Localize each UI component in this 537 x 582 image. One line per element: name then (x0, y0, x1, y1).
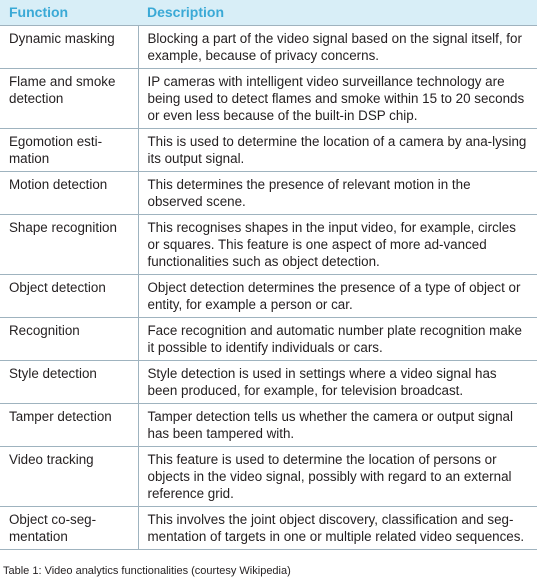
function-cell: Flame and smoke detection (0, 69, 138, 129)
function-cell: Motion detection (0, 172, 138, 215)
description-cell: This feature is used to determine the location of persons or objects in the video signal, possibly with regard to an external reference grid. (138, 447, 537, 507)
function-cell: Dynamic masking (0, 26, 138, 69)
table-row (0, 215, 537, 275)
function-cell: Object co-seg-mentation (0, 507, 138, 550)
function-cell: Style detection (0, 361, 138, 404)
table-row (0, 26, 537, 69)
table-body (0, 26, 537, 550)
table-row (0, 361, 537, 404)
table-row (0, 129, 537, 172)
table-row (0, 69, 537, 129)
description-cell: Tamper detection tells us whether the camera or output signal has been tampered with. (138, 404, 537, 447)
description-cell: This determines the presence of relevant motion in the observed scene. (138, 172, 537, 215)
description-cell: Face recognition and automatic number plate recognition make it possible to identify individuals or cars. (138, 318, 537, 361)
function-cell: Recognition (0, 318, 138, 361)
description-cell: This is used to determine the location of a camera by ana-lysing its output signal. (138, 129, 537, 172)
table-row (0, 507, 537, 550)
description-cell: Blocking a part of the video signal based on the signal itself, for example, because of privacy concerns. (138, 26, 537, 69)
table-header (0, 0, 537, 26)
function-cell: Video tracking (0, 447, 138, 507)
table-caption: Table 1: Video analytics functionalities (courtesy Wikipedia) (3, 565, 291, 577)
table-row (0, 318, 537, 361)
description-cell: Object detection determines the presence of a type of object or entity, for example a person or car. (138, 275, 537, 318)
table-row (0, 404, 537, 447)
table-row (0, 275, 537, 318)
description-cell: This involves the joint object discovery, classification and seg-mentation of targets in one or multiple related video sequences. (138, 507, 537, 550)
description-cell: Style detection is used in settings where a video signal has been produced, for example, for television broadcast. (138, 361, 537, 404)
function-cell: Object detection (0, 275, 138, 318)
header-description: Description (138, 0, 537, 26)
header-row (0, 0, 537, 26)
function-cell: Shape recognition (0, 215, 138, 275)
description-cell: IP cameras with intelligent video surveillance technology are being used to detect flames and smoke within 15 to 20 seconds or even less because of the built-in DSP chip. (138, 69, 537, 129)
table-row (0, 172, 537, 215)
function-cell: Egomotion esti-mation (0, 129, 138, 172)
function-cell: Tamper detection (0, 404, 138, 447)
table-row (0, 447, 537, 507)
header-function: Function (0, 0, 138, 26)
description-cell: This recognises shapes in the input video, for example, circles or squares. This feature is one aspect of more ad-vanced functionalities such as object detection. (138, 215, 537, 275)
